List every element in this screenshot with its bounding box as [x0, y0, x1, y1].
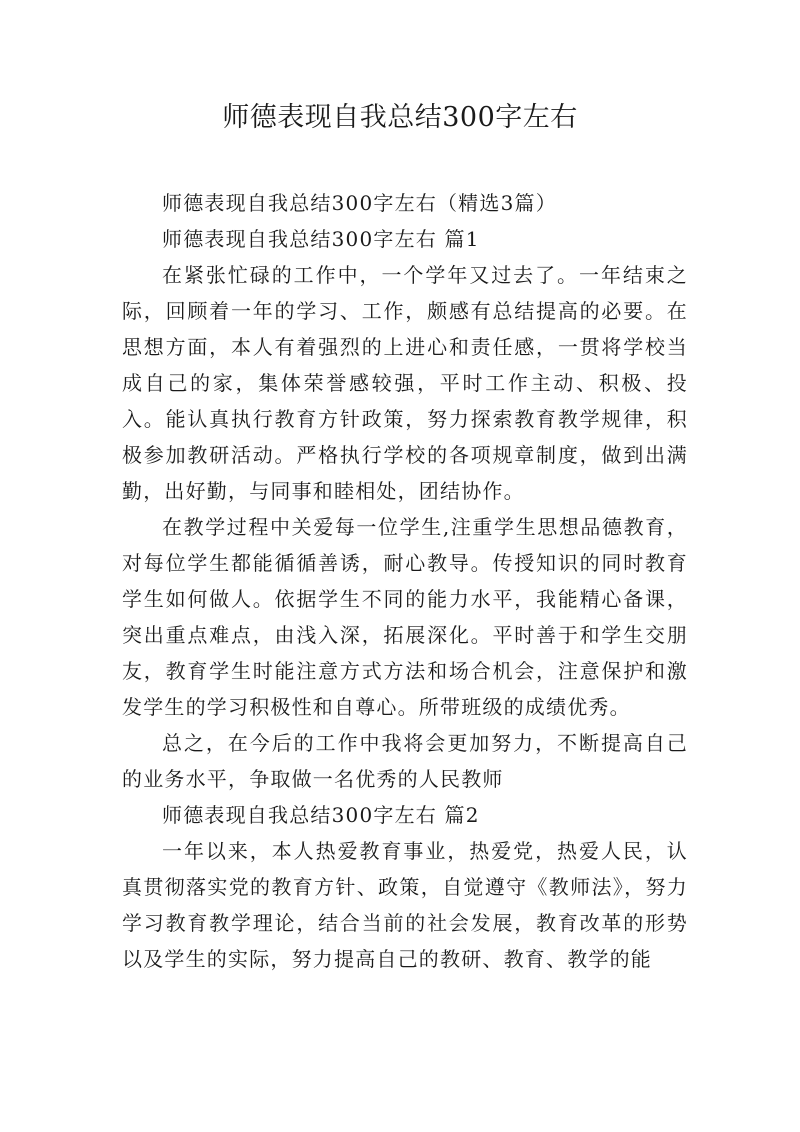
section-heading-1: 师德表现自我总结300字左右 篇1	[162, 227, 480, 251]
document-body	[122, 185, 688, 977]
body-paragraph: 一年以来，本人热爱教育事业，热爱党，热爱人民，认真贯彻落实党的教育方针、政策，自觉遵守《教师法》，努力学习教育教学理论，结合当前的社会发展，教育改革的形势以及学生的实际，努力提高自己的教研、教育、教学的能	[122, 839, 688, 971]
body-paragraph: 在教学过程中关爱每一位学生,注重学生思想品德教育，对每位学生都能循循善诱，耐心教导。传授知识的同时教育学生如何做人。依据学生不同的能力水平，我能精心备课，突出重点难点，由浅入深，拓展深化。平时善于和学生交朋友，教育学生时能注意方式方法和场合机会，注意保护和激发学生的学习积极性和自尊心。所带班级的成绩优秀。	[122, 515, 688, 719]
body-paragraph: 在紧张忙碌的工作中，一个学年又过去了。一年结束之际，回顾着一年的学习、工作，颇感有总结提高的必要。在思想方面，本人有着强烈的上进心和责任感，一贯将学校当成自己的家，集体荣誉感较强，平时工作主动、积极、投入。能认真执行教育方针政策，努力探索教育教学规律，积极参加教研活动。严格执行学校的各项规章制度，做到出满勤，出好勤，与同事和睦相处，团结协作。	[122, 263, 688, 503]
document-title: 师德表现自我总结300字左右	[222, 102, 578, 133]
document-subtitle: 师德表现自我总结300字左右（精选3篇）	[162, 191, 557, 215]
section-heading-2: 师德表现自我总结300字左右 篇2	[162, 803, 480, 827]
body-paragraph: 总之，在今后的工作中我将会更加努力，不断提高自己的业务水平，争取做一名优秀的人民教师	[122, 731, 688, 791]
